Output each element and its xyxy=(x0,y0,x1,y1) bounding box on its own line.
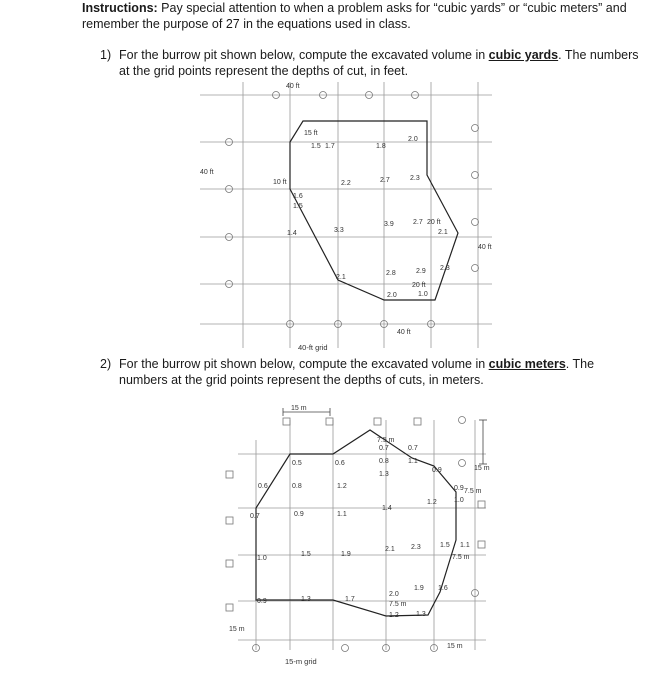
depth-label: 0.7 xyxy=(379,445,389,452)
depth-label: 2.9 xyxy=(416,268,426,275)
depth-label: 1.5 xyxy=(293,203,303,210)
depth-label: 1.0 xyxy=(418,291,428,298)
fig2-label-75c: 7.5 m xyxy=(389,601,407,608)
depth-label: 0.7 xyxy=(250,513,260,520)
figure-1-markers xyxy=(226,92,479,328)
depth-label: 2.8 xyxy=(386,270,396,277)
depth-label: 1.5 xyxy=(440,542,450,549)
depth-label: 1.9 xyxy=(341,551,351,558)
depth-label: 0.5 xyxy=(292,460,302,467)
depth-label: 1.1 xyxy=(337,511,347,518)
fig1-right-spacing: 40 ft xyxy=(478,244,492,251)
figure-2-depths xyxy=(250,445,470,619)
depth-label: 0.8 xyxy=(379,458,389,465)
depth-label: 1.9 xyxy=(414,585,424,592)
depth-label: 0.9 xyxy=(294,511,304,518)
depth-label: 0.9 xyxy=(454,485,464,492)
depth-label: 0.6 xyxy=(258,483,268,490)
depth-label: 1.5 xyxy=(301,551,311,558)
fig2-dim-right xyxy=(479,420,487,464)
depth-label: 1.6 xyxy=(293,193,303,200)
fig2-top-spacing: 15 m xyxy=(291,405,307,412)
instructions-lead: Instructions: xyxy=(82,1,158,15)
problem-2-text-after: . The numbers at the grid points represent the depths of cuts, in meters. xyxy=(119,357,595,387)
fig1-label-10ft: 10 ft xyxy=(273,179,287,186)
depth-label: 2.1 xyxy=(385,546,395,553)
fig1-label-20ft-a: 20 ft xyxy=(427,219,441,226)
fig2-right-top: 15 m xyxy=(474,465,490,472)
depth-label: 2.1 xyxy=(438,229,448,236)
depth-label: 1.8 xyxy=(376,143,386,150)
depth-label: 0.8 xyxy=(292,483,302,490)
fig1-label-20ft-b: 20 ft xyxy=(412,282,426,289)
instructions-text: Pay special attention to when a problem asks for “cubic yards” or “cubic meters” and remember the purpose of 27 in the equations used in class. xyxy=(82,1,627,31)
depth-label: 2.2 xyxy=(341,180,351,187)
depth-label: 1.3 xyxy=(416,611,426,618)
depth-label: 1.4 xyxy=(382,505,392,512)
depth-label: 1.2 xyxy=(389,612,399,619)
depth-label: 1.7 xyxy=(345,596,355,603)
fig1-label-15ft: 15 ft xyxy=(304,130,318,137)
depth-label: 0.7 xyxy=(408,445,418,452)
problem-1-text-before: For the burrow pit shown below, compute the excavated volume in xyxy=(119,48,489,62)
depth-label: 1.2 xyxy=(337,483,347,490)
depth-label: 0.9 xyxy=(257,598,267,605)
depth-label: 1.6 xyxy=(438,585,448,592)
fig1-grid-caption: 40-ft grid xyxy=(298,343,328,352)
figure-2-markers xyxy=(226,417,485,652)
depth-label: 0.9 xyxy=(432,467,442,474)
fig2-grid-caption: 15-m grid xyxy=(285,657,317,666)
problem-2-number: 2) xyxy=(100,357,112,371)
depth-label: 1.7 xyxy=(325,143,335,150)
depth-label: 1.4 xyxy=(287,230,297,237)
figure-2-grid xyxy=(238,420,486,650)
depth-label: 2.0 xyxy=(387,292,397,299)
depth-label: 1.2 xyxy=(427,499,437,506)
depth-label: 3.3 xyxy=(334,227,344,234)
fig2-label-75b: 7.5 m xyxy=(452,554,470,561)
depth-label: 1.0 xyxy=(454,497,464,504)
depth-label: 1.3 xyxy=(301,596,311,603)
depth-label: 2.0 xyxy=(389,591,399,598)
fig2-label-75a: 7.5 m xyxy=(377,437,395,444)
problem-2-text-before: For the burrow pit shown below, compute the excavated volume in xyxy=(119,357,489,371)
depth-label: 1.1 xyxy=(408,458,418,465)
depth-label: 2.3 xyxy=(411,544,421,551)
fig2-bottom-right: 15 m xyxy=(447,643,463,650)
depth-label: 3.9 xyxy=(384,221,394,228)
figure-1-depths xyxy=(287,136,450,299)
depth-label: 1.0 xyxy=(257,555,267,562)
problem-1-text-after: . The numbers at the grid points represent the depths of cut, in feet. xyxy=(119,48,639,78)
fig1-top-spacing: 40 ft xyxy=(286,83,300,90)
depth-label: 0.6 xyxy=(335,460,345,467)
problem-1-number: 1) xyxy=(100,48,112,62)
problem-1-unit: cubic yards xyxy=(488,48,559,62)
depth-label: 2.7 xyxy=(380,177,390,184)
figure-2-pit-boundary xyxy=(256,430,456,616)
depth-label: 1.1 xyxy=(460,542,470,549)
depth-label: 1.3 xyxy=(379,471,389,478)
fig1-bottom-spacing: 40 ft xyxy=(397,329,411,336)
fig2-left-bottom: 15 m xyxy=(229,626,245,633)
depth-label: 2.3 xyxy=(440,265,450,272)
depth-label: 2.1 xyxy=(336,274,346,281)
depth-label: 1.5 xyxy=(311,143,321,150)
depth-label: 2.7 xyxy=(413,219,423,226)
depth-label: 2.0 xyxy=(408,136,418,143)
fig2-right-mid: 7.5 m xyxy=(464,488,482,495)
fig1-left-spacing: 40 ft xyxy=(200,169,214,176)
depth-label: 2.3 xyxy=(410,175,420,182)
problem-2-unit: cubic meters xyxy=(488,357,566,371)
